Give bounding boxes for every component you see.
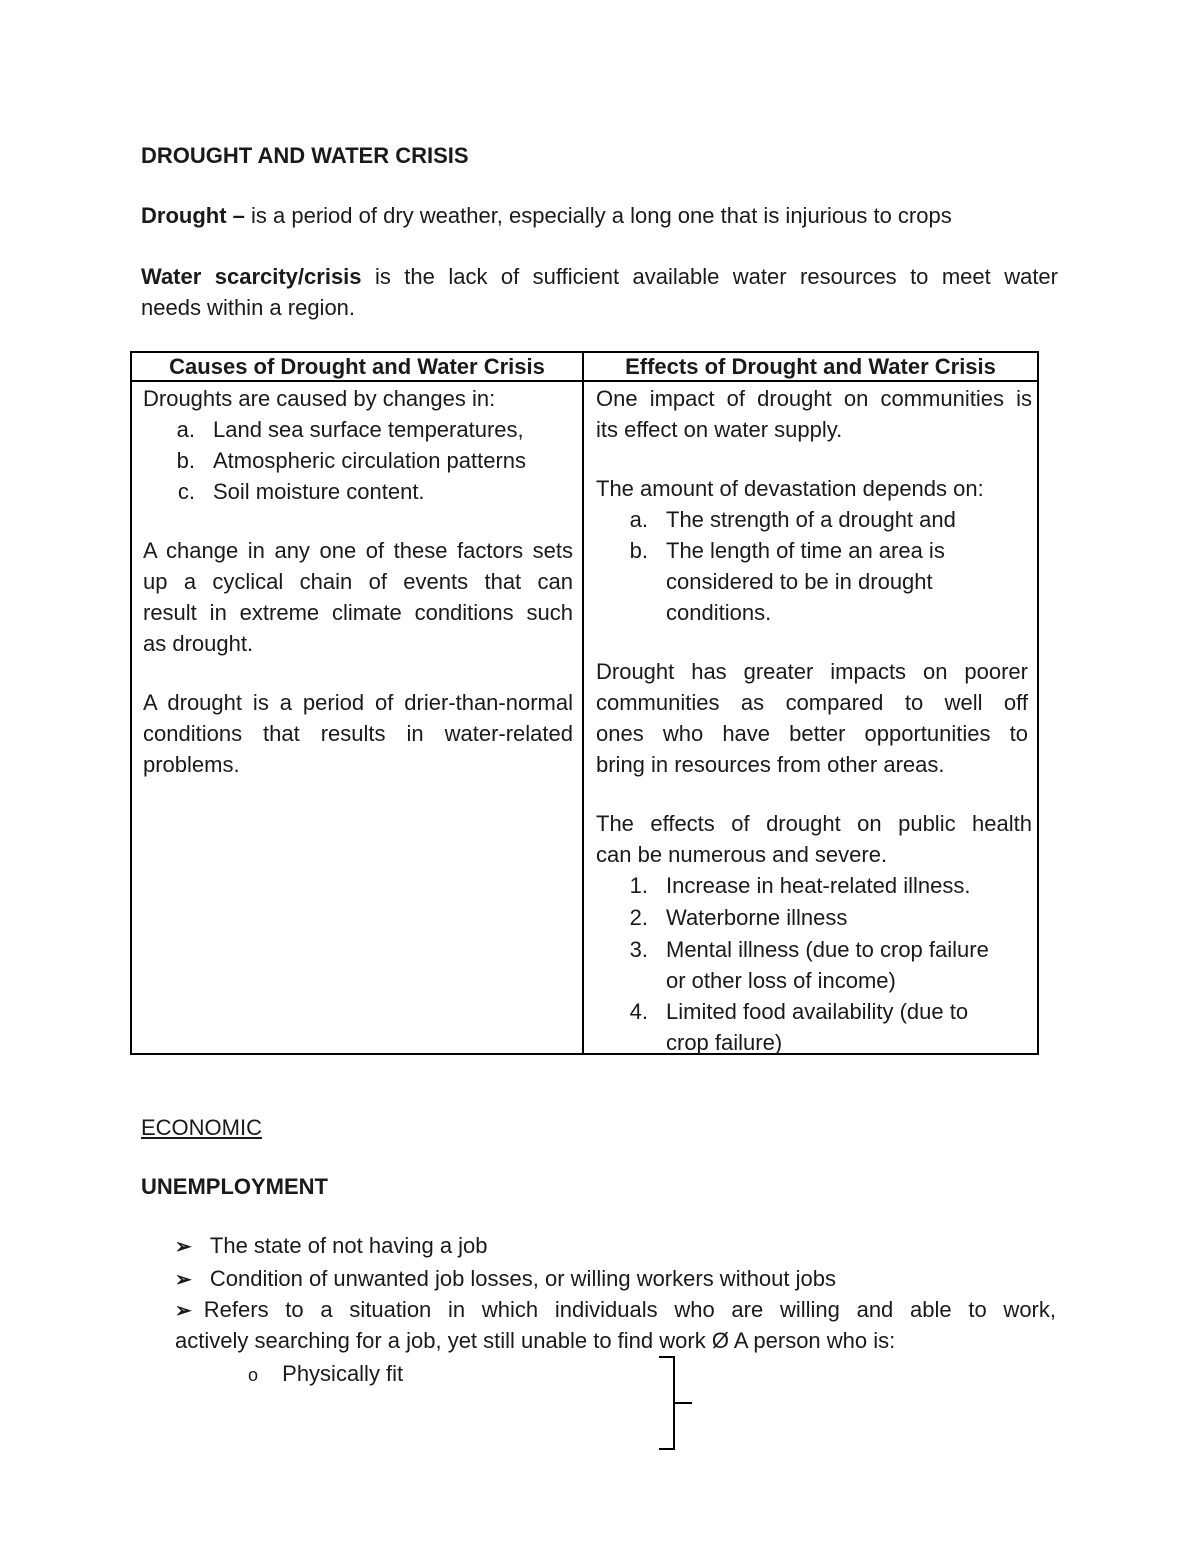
- effects-para3-line: can be numerous and severe.: [596, 842, 888, 867]
- sub-bullet-text: Physically fit: [282, 1361, 404, 1386]
- table-header-causes: Causes of Drought and Water Crisis: [169, 354, 545, 379]
- bullet-text: The state of not having a job: [209, 1233, 488, 1258]
- drought-definition: [141, 200, 1058, 231]
- bullet-text: Condition of unwanted job losses, or willing workers without jobs: [209, 1266, 836, 1291]
- list-text: Land sea surface temperatures,: [213, 417, 524, 442]
- list-text: crop failure): [666, 1030, 783, 1055]
- list-text: The length of time an area is: [666, 538, 945, 563]
- effects-para1-line: One impact of drought on communities is: [596, 386, 1032, 411]
- water-scarcity-text: is the lack of sufficient available water resources to meet water: [361, 264, 1058, 289]
- effects-para1-line: its effect on water supply.: [596, 417, 843, 442]
- devastation-intro: The amount of devastation depends on:: [596, 476, 984, 501]
- effects-para2-line: communities as compared to well off: [596, 690, 1028, 715]
- effects-para2-line: bring in resources from other areas.: [596, 752, 945, 777]
- list-text: considered to be in drought: [666, 569, 933, 594]
- list-text: Limited food availability (due to: [666, 999, 969, 1024]
- list-marker: 1.: [629, 873, 648, 898]
- drought-text: is a period of dry weather, especially a long one that is injurious to crops: [244, 203, 952, 228]
- effects-para2-line: ones who have better opportunities to: [596, 721, 1028, 746]
- water-scarcity-term: Water scarcity/crisis: [141, 264, 362, 289]
- unemployment-heading: UNEMPLOYMENT: [141, 1174, 328, 1199]
- right-brace-icon: [655, 1355, 700, 1455]
- bullet-item: [175, 1230, 488, 1263]
- list-marker: c.: [177, 479, 195, 504]
- causes-para2-line: A drought is a period of drier-than-normal: [143, 690, 573, 715]
- list-marker: b.: [629, 538, 648, 563]
- water-scarcity-definition-line2: needs within a region.: [141, 295, 356, 320]
- arrow-bullet-icon: ➢: [175, 1236, 192, 1258]
- table-header-effects: Effects of Drought and Water Crisis: [625, 354, 996, 379]
- bullet-item: [175, 1294, 1056, 1327]
- list-marker: b.: [176, 448, 195, 473]
- list-text: Increase in heat-related illness.: [666, 873, 971, 898]
- list-text: Mental illness (due to crop failure: [666, 937, 989, 962]
- table-column-divider: [582, 351, 584, 1055]
- causes-para1-line: up a cyclical chain of events that can: [143, 569, 573, 594]
- list-text: Waterborne illness: [666, 905, 848, 930]
- causes-intro: Droughts are caused by changes in:: [143, 386, 496, 411]
- causes-para2-line: conditions that results in water-related: [143, 721, 573, 746]
- arrow-bullet-icon: ➢: [175, 1269, 192, 1291]
- list-text: conditions.: [666, 600, 772, 625]
- causes-para1-line: result in extreme climate conditions such: [143, 600, 573, 625]
- list-text: or other loss of income): [666, 968, 896, 993]
- list-marker: a.: [176, 417, 195, 442]
- list-text: Atmospheric circulation patterns: [213, 448, 527, 473]
- list-text: The strength of a drought and: [666, 507, 956, 532]
- page-title: DROUGHT AND WATER CRISIS: [141, 143, 469, 168]
- economic-heading: ECONOMIC: [141, 1115, 262, 1140]
- circle-bullet-icon: o: [248, 1365, 259, 1385]
- causes-para1-line: A change in any one of these factors sets: [143, 538, 573, 563]
- bullet-item: [175, 1263, 836, 1296]
- arrow-bullet-icon: ➢: [175, 1300, 192, 1322]
- drought-term: Drought –: [141, 203, 245, 228]
- sub-bullet-item: [248, 1358, 403, 1391]
- list-marker: 3.: [629, 937, 648, 962]
- causes-para1-line: as drought.: [143, 631, 254, 656]
- list-text: Soil moisture content.: [213, 479, 425, 504]
- water-scarcity-definition-line1: [141, 261, 1058, 292]
- list-marker: 2.: [629, 905, 648, 930]
- list-marker: a.: [629, 507, 648, 532]
- causes-para2-line: problems.: [143, 752, 240, 777]
- effects-para2-line: Drought has greater impacts on poorer: [596, 659, 1028, 684]
- effects-para3-line: The effects of drought on public health: [596, 811, 1032, 836]
- bullet-text: Refers to a situation in which individuals who are willing and able to work,: [203, 1297, 1056, 1322]
- list-marker: 4.: [629, 999, 648, 1024]
- bullet-text-continuation: actively searching for a job, yet still unable to find work Ø A person who is:: [175, 1328, 896, 1353]
